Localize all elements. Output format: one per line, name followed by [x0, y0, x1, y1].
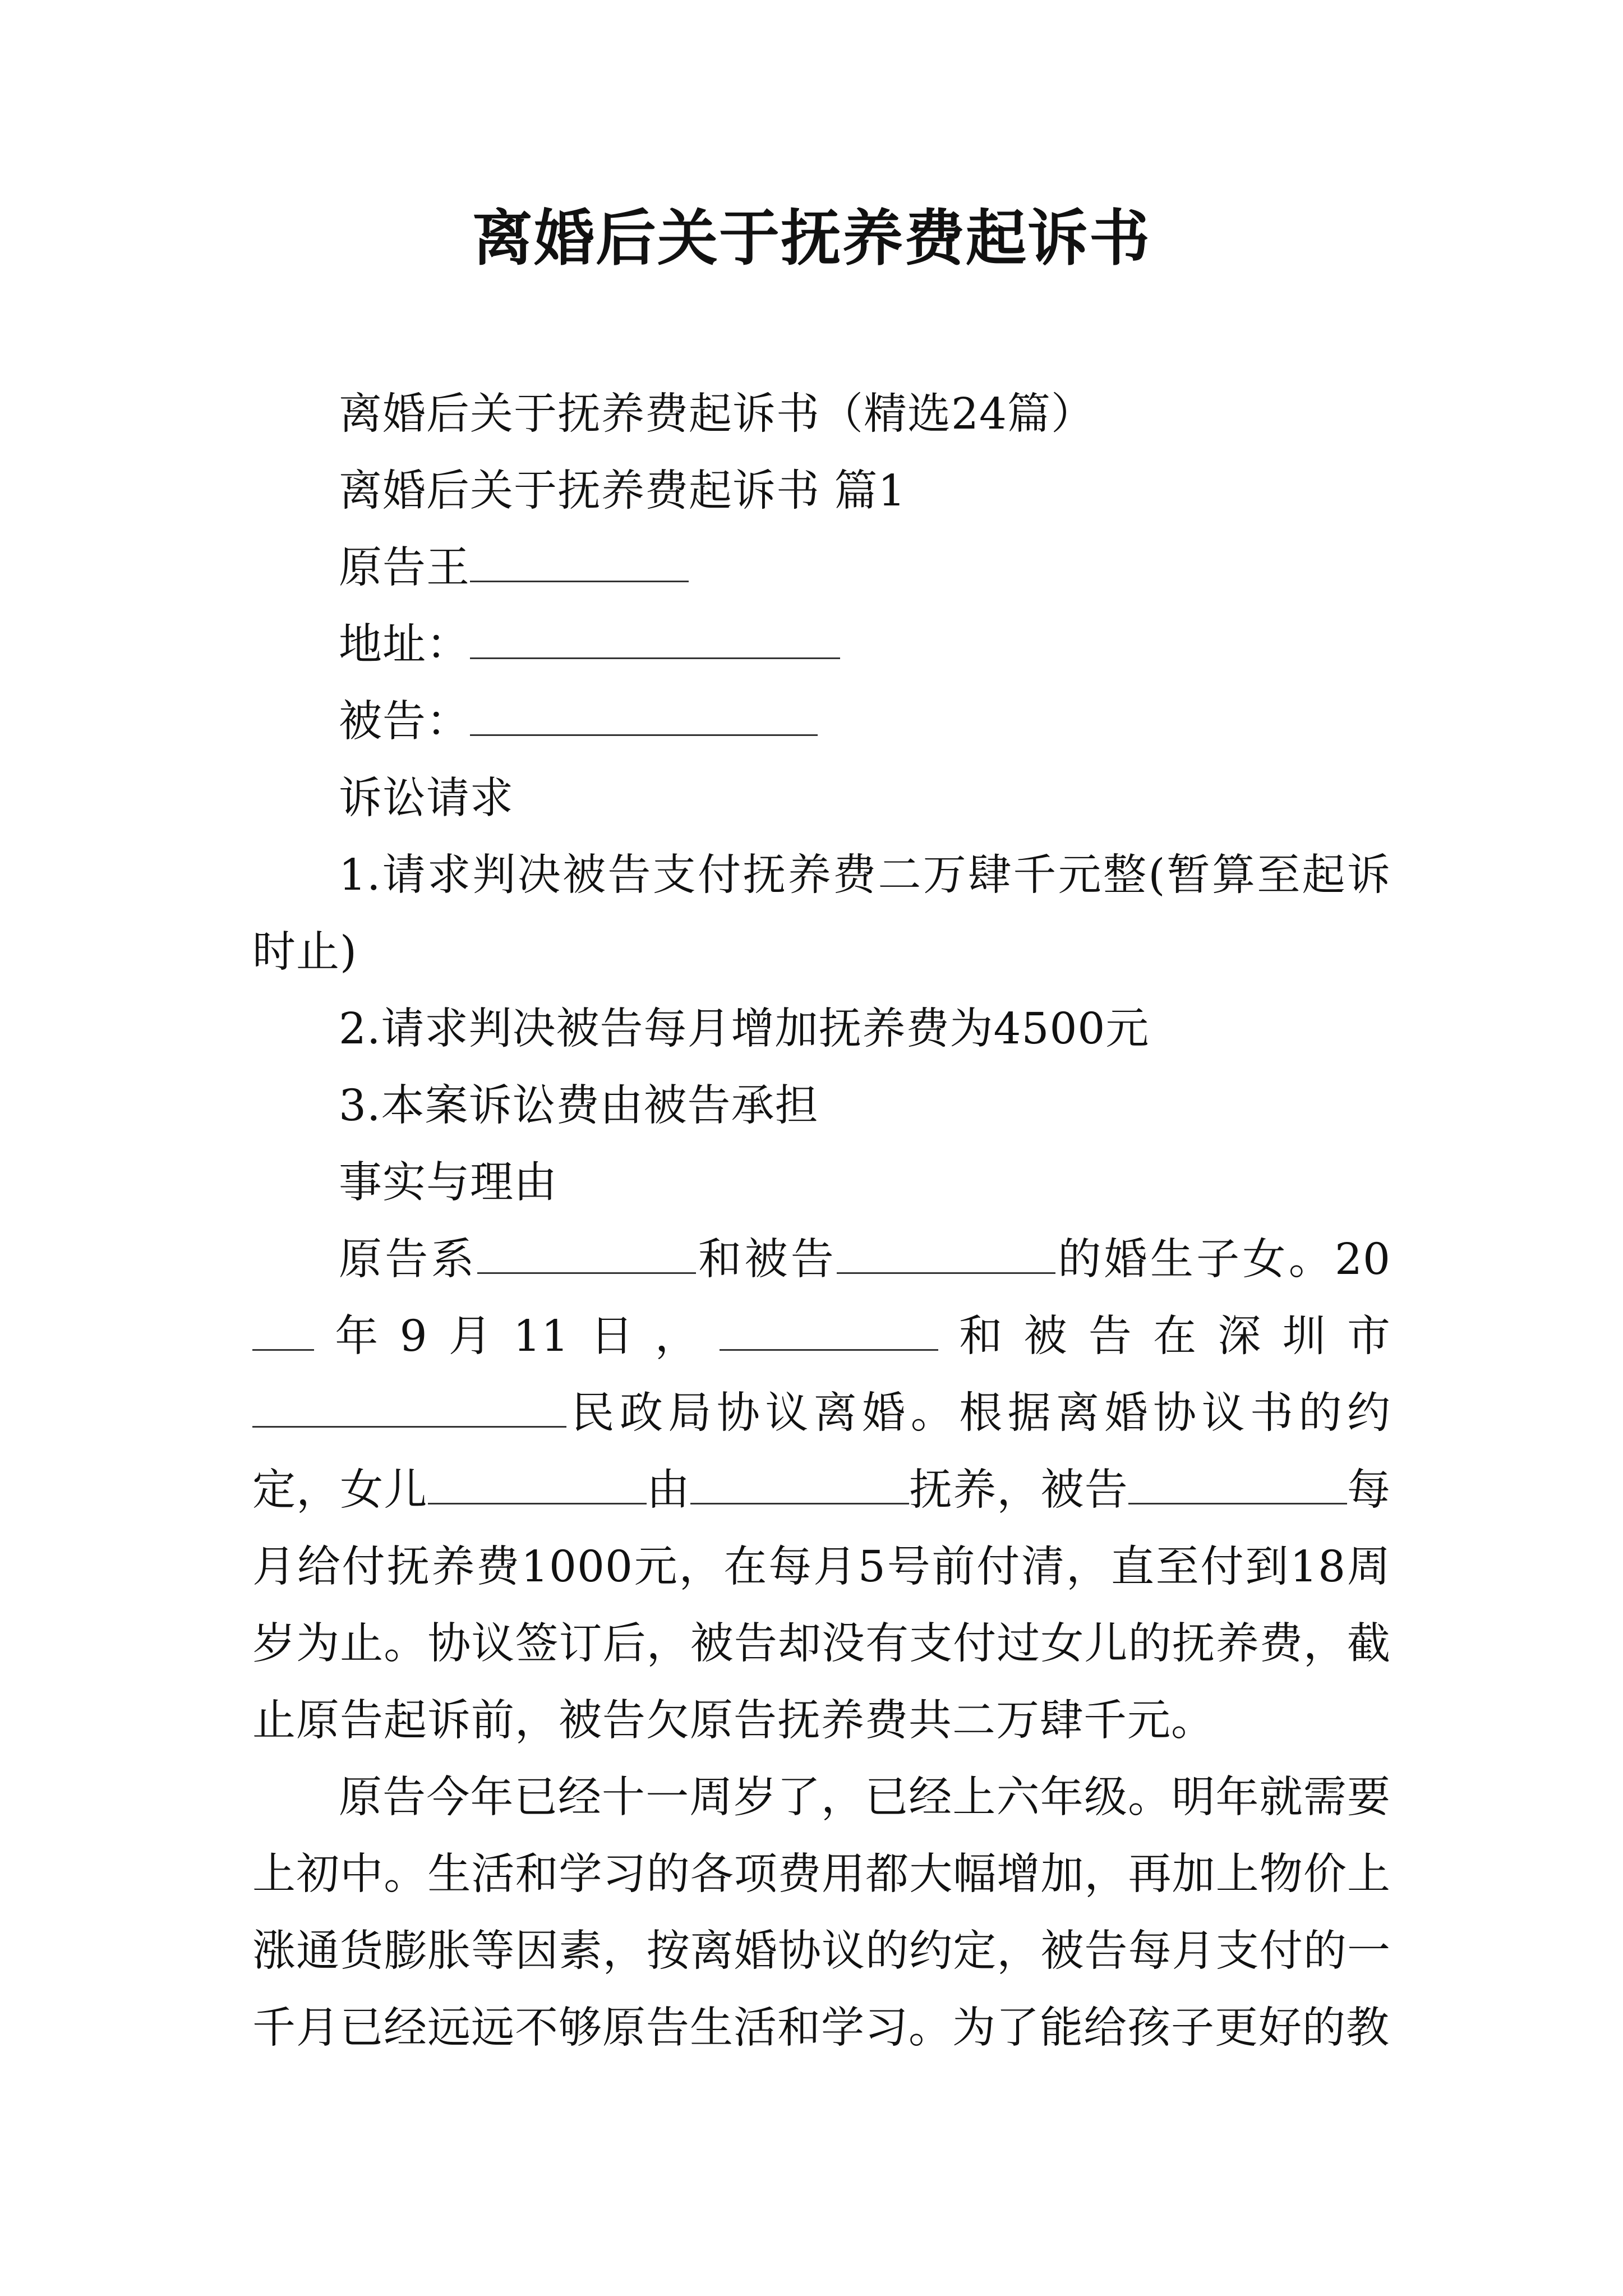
facts-paragraph-2: 原告今年已经十一周岁了，已经上六年级。明年就需要上初中。生活和学习的各项费用都大幅增加，再加上物价上涨通货膨胀等因素，按离婚协议的约定，被告每月支付的一千月已经远远不够原告生活和学习。为了能给孩子更好的教 [252, 1773, 1391, 2053]
facts-text: 每月给付抚养费1000元，在每月5号前付清，直至付到18周岁为止。协议签订后，被告却没有支付过女儿的抚养费，截止原告起诉前，被告欠原告抚养费共二万肆千元。 [252, 1465, 1391, 1746]
name-blank [1128, 1469, 1347, 1504]
facts-text: 原告系 [339, 1235, 477, 1285]
document-title: 离婚后关于抚养费起诉书 [472, 203, 1151, 274]
address-blank [470, 624, 840, 659]
year-blank [252, 1315, 314, 1351]
facts-text: 的婚生子女。20 [1055, 1235, 1391, 1285]
defendant-line [252, 683, 1391, 760]
name-blank [690, 1469, 909, 1504]
claim-2: 2.请求判决被告每月增加抚养费为4500元 [339, 1004, 1150, 1054]
facts-heading: 事实与理由 [339, 1158, 557, 1208]
document-body [252, 376, 1391, 2067]
name-blank [477, 1239, 696, 1274]
district-blank [252, 1392, 566, 1428]
document-subtitle: 离婚后关于抚养费起诉书（精选24篇） [339, 389, 1095, 439]
facts-text: 民政局协议离婚。根据离婚协议书的约定，女儿 [252, 1388, 1391, 1515]
defendant-label: 被告： [339, 697, 470, 747]
plaintiff-line [252, 530, 1391, 606]
claims-heading: 诉讼请求 [339, 774, 514, 823]
name-blank [837, 1239, 1055, 1274]
facts-text: 由 [646, 1465, 690, 1515]
address-label: 地址： [339, 620, 470, 670]
claim-3: 3.本案诉讼费由被告承担 [339, 1081, 819, 1131]
claim-1: 1.请求判决被告支付抚养费二万肆千元整(暂算至起诉时止) [252, 850, 1391, 977]
plaintiff-blank [470, 547, 689, 582]
facts-paragraph-1 [252, 1221, 1391, 1759]
address-line [252, 606, 1391, 683]
facts-text: 年9月11日， [314, 1312, 720, 1361]
defendant-blank [470, 701, 818, 736]
facts-text: 和被告在深圳市 [938, 1312, 1391, 1361]
name-blank [720, 1315, 938, 1351]
section-heading: 离婚后关于抚养费起诉书 篇1 [339, 466, 906, 516]
plaintiff-label: 原告王 [339, 543, 470, 593]
facts-text: 抚养，被告 [909, 1465, 1128, 1515]
name-blank [428, 1469, 647, 1504]
facts-text: 和被告 [695, 1235, 837, 1285]
